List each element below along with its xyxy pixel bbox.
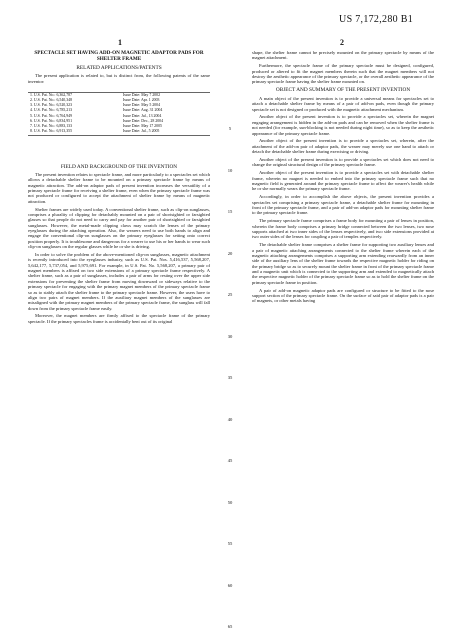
paragraph: shape, the shelter frame cannot be precisely mounted on the primary spectacle by means of the magnet attachment. (252, 50, 434, 61)
paragraph: A main object of the present invention is to provide a universal means for spectacles set to attach a detachable shelter frame by means of a pair of add-on pads, even though the primary spectacle set is not designed or produced with the magnetic attachment mechanism. (252, 95, 434, 112)
patent-number-cell: 6. U.S. Pat. No.: 6,834,951 (30, 118, 73, 123)
patent-number-cell: 1. U.S. Pat. No.: 6,362,787 (30, 92, 73, 97)
issue-date-cell: Issue Date: Apr. 1 2003 (122, 98, 160, 103)
left-column (28, 50, 210, 327)
issue-date-cell: Issue Date: Jul., 13 2004 (122, 113, 162, 118)
issue-date-cell: Issue Date: May 5 2004 (122, 103, 161, 108)
summary-heading: OBJECT AND SUMMARY OF THE PRESENT INVENTION (275, 87, 411, 94)
line-number: 45 (227, 458, 233, 463)
line-number: 30 (227, 333, 233, 339)
line-numbers (222, 50, 238, 629)
line-number: 35 (227, 375, 233, 380)
line-number: 5 (228, 126, 232, 131)
patent-number: US 7,172,280 B1 (339, 14, 413, 25)
line-number: 50 (227, 499, 233, 505)
related-patents-table (28, 92, 210, 136)
paragraph: Another object of the present invention is to provide a spectacles set, wherein the magnet engaging arrangement is hidden in the add-on pads and can be removed when the shelter frame is not needed (for example, sun-blocking is not needed during night time), so as to keep the aesthetic appearance of the primary spectacle frame. (252, 114, 434, 136)
paragraph: A pair of add-on magnetic adaptor pads are configured or structure to be fitted to the nose support section of the primary spectacle frame. On the surface of said pair of adaptor pads is a pair of magnets, or other metals having (252, 287, 434, 304)
patent-number-cell: 3. U.S. Pat. No.: 6,520,323 (30, 103, 73, 108)
line-number: 55 (227, 541, 233, 546)
line-number: 10 (227, 167, 233, 173)
right-column (252, 50, 434, 306)
patent-number-cell: 4. U.S. Pat. No.: 6,785,213 (30, 108, 73, 113)
paragraph: Another object of the present invention is to provide a spectacles set, wherein, after the attachment of the add-on pair of adaptor pads, the wearer may merely use one hand to attach or detach the detachable shelter frame during exercising or driving. (252, 138, 434, 155)
line-number: 20 (227, 250, 233, 256)
paragraph: Shelter frames are widely used today. A conventional shelter frame, such as clip-on sunglasses, comprises a plurality of clipping for detachably mounted on a pair of shortsighted or farsighted glasses so that people do not need to carry and pay for another pair of shortsighted or farsighted sunglasses. However, the metal-made clipping claws may scratch the lenses of the primary eyeglasses during the attaching operation. Also, the wearers need to use both hands to align and engage the conventional clip-on sunglasses on the primary eyeglasses for setting onto correct position properly. It is troublesome and dangerous for a wearer to use his or her hands to wear such clip-on sunglasses on the regular glasses while he or she is driving. (28, 206, 210, 250)
line-number: 40 (227, 416, 233, 422)
line-number: 60 (227, 582, 233, 588)
paragraph: The detachable shelter frame comprises a shelter frame for supporting two auxiliary lenses and a pair of magnetic attaching arrangements connected to the shelter frame wherein each of the magnetic attaching arrangements comprises a supporting arm extending rearwardly from an inner side of the auxiliary lens of the shelter frame towards the respective magnetic holder for riding on the primary bridge so as to securely mount the shelter frame in front of the primary spectacle frame and a magnetic unit which is connected to the supporting arm and extended to magnetically attach the respective magnetic holder of the primary spectacle frame so as to hold the shelter frame on the primary spectacle frame in position. (252, 242, 434, 285)
paragraph: Accordingly, in order to accomplish the above objects, the present invention provides a spectacles set comprising a primary spectacle frame, a detachable shelter frame for mounting in front of the primary spectacle frame, and a pair of add-on adaptor pads for mounting shelter frame to the primary spectacle frame. (252, 194, 434, 216)
left-column-number: 1 (118, 38, 122, 47)
paragraph: The primary spectacle frame comprises a frame body for mounting a pair of lenses in position, wherein the frame body comprises a primary bridge connected between the two lenses, two nose supports attached at two inner sides of the lenses respectively, and two side extensions provided at two outer sides of the lenses for coupling a pair of temples respectively. (252, 218, 434, 240)
field-heading: FIELD AND BACKGROUND OF THE INVENTION (60, 163, 178, 170)
paragraph: Another object of the present invention is to provide a spectacles set with detachable shelter frame, wherein no magnet is needed to embed into the primary spectacle frame such that no magnetic field is generated around the primary spectacle frame to affect the wearer's health while he or she normally wears the primary spectacle frame. (252, 170, 434, 192)
line-number: 25 (227, 292, 233, 297)
paragraph: The present invention relates to spectacle frame, and more particularly to a spectacles set which allows a detachable shelter frame to be mounted on a primary spectacle frame by means of magnetic attraction. The add-on adaptor pads of present invention increases the versatility of a primary spectacle frame for receiving a shelter frame, even when the primary spectacle frame was not produced or configured to accept the attachment of shelter frame by means of magnetic attraction. (28, 172, 210, 204)
right-column-number: 2 (340, 38, 344, 47)
related-text: The present application is related to, but is distinct from, the following patents of the same inventor: (28, 73, 210, 84)
patent-number-cell: 8. U.S. Pat. No.: 6,913,355 (30, 129, 73, 134)
issue-date-cell: Issue Date: Dec., 28 2004 (122, 118, 164, 123)
paragraph: Furthermore, the spectacle frame of the primary spectacle must be designed, configured, produced or altered to fit the magnet members therein such that the magnet members will not destroy the aesthetic appearance of the primary spectacle, or the overall aesthetic appearance of the primary spectacle frame having the shelter frame mounted on. (252, 63, 434, 85)
paragraph: In order to solve the problem of the above-mentioned clip-on sunglasses, magnetic attachment is recently introduced into the eyeglasses industry, such as U.S. Pat. Nos. 5,416,537, 5,568,207, 5,642,177, 5,737,054, and 5,975,691. For example, in U.S. Pat. No. 5,568,207, a primary pair of magnet members is affixed on two side extensions of a primary spectacle frame respectively. A shelter frame, such as a pair of sunglasses, includes a pair of arms for resting over the upper side extensions for preventing the shelter frame from moving downward or sideways relative to the primary spectacle for engaging with the primary magnet members of the primary spectacle frame so as to stably attach the shelter frame to the primary spectacle frame. However, the users have to align two pairs of magnet members. If the auxiliary magnet members of the sunglasses are misaligned with the primary magnet members of the primary spectacle frame, the sunglass will fall down from the primary spectacle frame easily. (28, 252, 210, 311)
related-heading: RELATED APPLICATIONS/PATENTS (76, 64, 162, 71)
paragraph: Moreover, the magnet members are firmly affixed to the spectacle frame of the primary spectacle. If the primary spectacles frame is accidentally bent out of its original (28, 313, 210, 324)
table-row (28, 129, 210, 135)
issue-date-cell: Issue Date: Aug. 31 2004 (122, 108, 163, 113)
issue-date-cell: Issue Date: May 17 2005 (122, 124, 162, 129)
issue-date-cell: Issue Date: May 7 2002 (122, 92, 161, 97)
paragraph: Another object of the present invention is to provide a spectacles set which does not need to change the original structural design of the primary spectacle frame. (252, 157, 434, 168)
patent-number-cell: 7. U.S. Pat. No.: 6,883,133 (30, 124, 73, 129)
line-number: 65 (227, 624, 233, 629)
patent-title: SPECTACLE SET HAVING ADD-ON MAGNETIC ADAPTOR PADS FOR SHELTER FRAME (34, 50, 204, 62)
line-number: 15 (227, 209, 233, 214)
issue-date-cell: Issue Date: Jul., 5 2005 (122, 129, 160, 134)
patent-number-cell: 5. U.S. Pat. No.: 6,764,949 (30, 113, 73, 118)
patent-number-cell: 2. U.S. Pat. No.: 6,540,348 (30, 98, 73, 103)
